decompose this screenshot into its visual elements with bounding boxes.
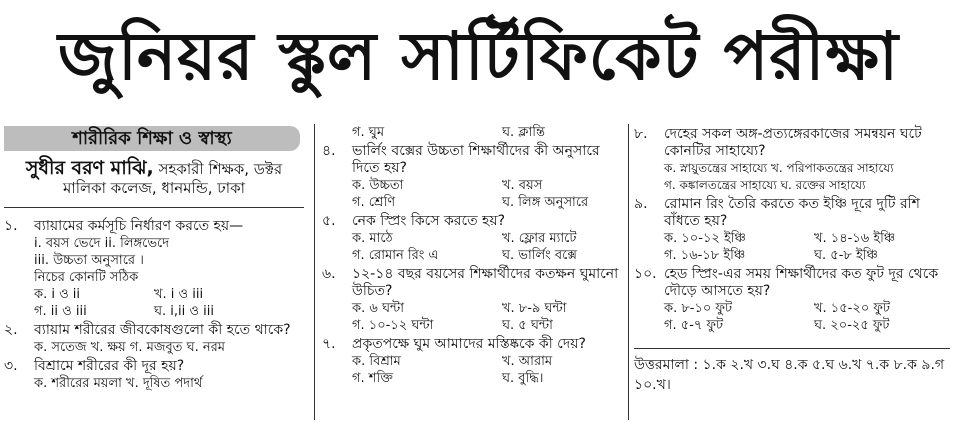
option: ঘ. ভার্লিং বক্সে — [502, 248, 577, 263]
column-2 — [322, 124, 622, 387]
answer-key: উত্তরমালা : ১.ক ২.খ ৩.ঘ ৪.ক ৫.ঘ ৬.খ ৭.ক ৮.ক ৯.গ ১০.খ। — [634, 348, 950, 395]
option: গ. রোমান রিং এ — [352, 248, 439, 263]
option: ক. উচ্চতা — [352, 178, 404, 193]
option: ক. বিশ্রাম — [352, 354, 401, 369]
option: গ. শ্রেণি — [352, 195, 396, 210]
question-number: ৪. — [322, 143, 336, 159]
question-text: ১২-১৪ বছর বয়সের শিক্ষার্থীদের কতক্ষন ঘুমানো উচিত? — [352, 266, 619, 299]
column-divider — [314, 124, 315, 420]
option: খ. ১৪-১৬ ইঞ্চি — [814, 231, 896, 246]
option: ক. i ও ii — [34, 287, 81, 302]
question-number: ৫. — [322, 213, 336, 229]
author-title: সহকারী শিক্ষক, ডক্টর — [153, 160, 283, 178]
option: খ. বয়স — [502, 178, 543, 193]
question-number: ৯. — [634, 196, 648, 212]
option: ক. ১০-১২ ইঞ্চি — [664, 231, 746, 246]
question-text: দেহের সকল অঙ্গ-প্রত্যঙ্গেরকাজের সমন্বয়ন ঘটে কোনটির সাহায্যে? — [664, 126, 922, 159]
option-line: ক. স্নায়ুতন্ত্রের সাহায্যে খ. পরিপাকতন্ত্রের সাহায্যে — [664, 161, 894, 175]
option: ক. ৬ ঘন্টা — [352, 301, 404, 316]
option: গ. ii ও iii — [34, 304, 87, 319]
question-text: রোমান রিং তৈরি করতে কত ইঞ্চি দূরে দুটি রশি বাঁধতে হয়? — [664, 196, 920, 229]
question-6 — [322, 266, 622, 300]
question-text: ব্যায়ামের কর্মসূচি নির্ধারণ করতে হয়— — [34, 218, 244, 234]
column-3 — [634, 124, 950, 395]
option: গ. ঘুম — [352, 125, 385, 140]
question-5 — [322, 213, 622, 230]
option: গ. ৫-৭ ফুট — [664, 318, 724, 333]
question-text: হেড স্প্রিং-এর সময় শিক্ষার্থীদের কত ফুট দূর থেকে দৌড়ে আসতে হয়? — [664, 266, 939, 299]
option: ক. ৮-১০ ফুট — [664, 301, 733, 316]
author-line-1 — [4, 157, 304, 180]
option: ক. মাঠে — [352, 231, 393, 246]
option-line: গ. কঙ্কালতন্ত্রের সাহায্যে ঘ. রক্তের সাহায্যে — [664, 178, 866, 192]
question-9 — [634, 196, 950, 230]
question-text: ব্যায়াম শরীরের জীবকোষগুলো কী হতে থাকে? — [34, 322, 291, 338]
question-number: ৭. — [322, 336, 336, 352]
option: খ. ৮-৯ ঘন্টা — [502, 301, 567, 316]
option: ঘ. লিঙ্গ অনুসারে — [502, 195, 589, 210]
question-number: ১০. — [634, 266, 657, 282]
question-text: নেক স্প্রিং কিসে করতে হয়? — [352, 213, 506, 229]
option: খ. ১৫-২০ ফুট — [814, 301, 890, 316]
author-name: সুধীর বরণ মাঝি, — [25, 157, 154, 179]
option-line: ক. সতেজ খ. ক্ষয় গ. মজবুত ঘ. নরম — [34, 340, 225, 355]
question-text: প্রকৃতপক্ষে ঘুম আমাদের মস্তিষ্ককে কী দেয়? — [352, 336, 586, 352]
question-text: ভার্লিং বক্সের উচ্চতা শিক্ষার্থীদের কী অনুসারে দিতে হয়? — [352, 143, 600, 176]
question-prompt: নিচের কোনটি সঠিক — [34, 270, 139, 285]
question-4 — [322, 143, 622, 177]
question-number: ২. — [4, 322, 18, 338]
question-7 — [322, 336, 622, 353]
divider — [4, 207, 304, 208]
question-3 — [4, 358, 304, 375]
option-row — [322, 124, 622, 141]
option: ঘ. ক্লান্তি — [502, 125, 545, 140]
question-number: ১. — [4, 218, 18, 234]
question-number: ৮. — [634, 126, 648, 142]
option: গ. ১০-১২ ঘন্টা — [352, 318, 434, 333]
question-1 — [4, 218, 304, 235]
option: ঘ. ২০-২৫ ফুট — [814, 318, 890, 333]
question-2 — [4, 322, 304, 339]
question-8 — [634, 126, 950, 160]
option-line: ক. শরীরের ময়লা খ. দূষিত পদার্থ — [34, 376, 203, 391]
column-1 — [4, 124, 304, 392]
option: ঘ. i,ii ও iii — [154, 304, 214, 319]
option: ঘ. ৫-৮ ইঞ্চি — [814, 248, 878, 263]
author-line-2: মালিকা কলেজ, ধানমন্ডি, ঢাকা — [63, 179, 245, 197]
headline: জুনিয়র স্কুল সার্টিফিকেট পরীক্ষা — [57, 18, 900, 95]
question-10 — [634, 266, 950, 300]
question-number: ৬. — [322, 266, 336, 282]
option: খ. i ও iii — [154, 287, 204, 302]
question-number: ৩. — [4, 358, 18, 374]
column-divider — [628, 124, 629, 420]
question-statements: iii. উচ্চতা অনুসারে । — [34, 253, 144, 268]
question-text: বিশ্রামে শরীরের কী দূর হয়? — [34, 358, 185, 374]
option: গ. শক্তি — [352, 371, 393, 386]
question-statements: i. বয়স ভেদে ii. লিঙ্গভেদে — [34, 236, 170, 251]
option: ঘ. বুদ্ধি। — [502, 371, 544, 386]
option: খ. ফ্লোর ম্যাটে — [502, 231, 577, 246]
subject-banner: শারীরিক শিক্ষা ও স্বাস্থ্য — [4, 126, 300, 151]
option: গ. ১৬-১৮ ইঞ্চি — [664, 248, 746, 263]
option: খ. আরাম — [502, 354, 553, 369]
option: ঘ. ৫ ঘন্টা — [502, 318, 553, 333]
